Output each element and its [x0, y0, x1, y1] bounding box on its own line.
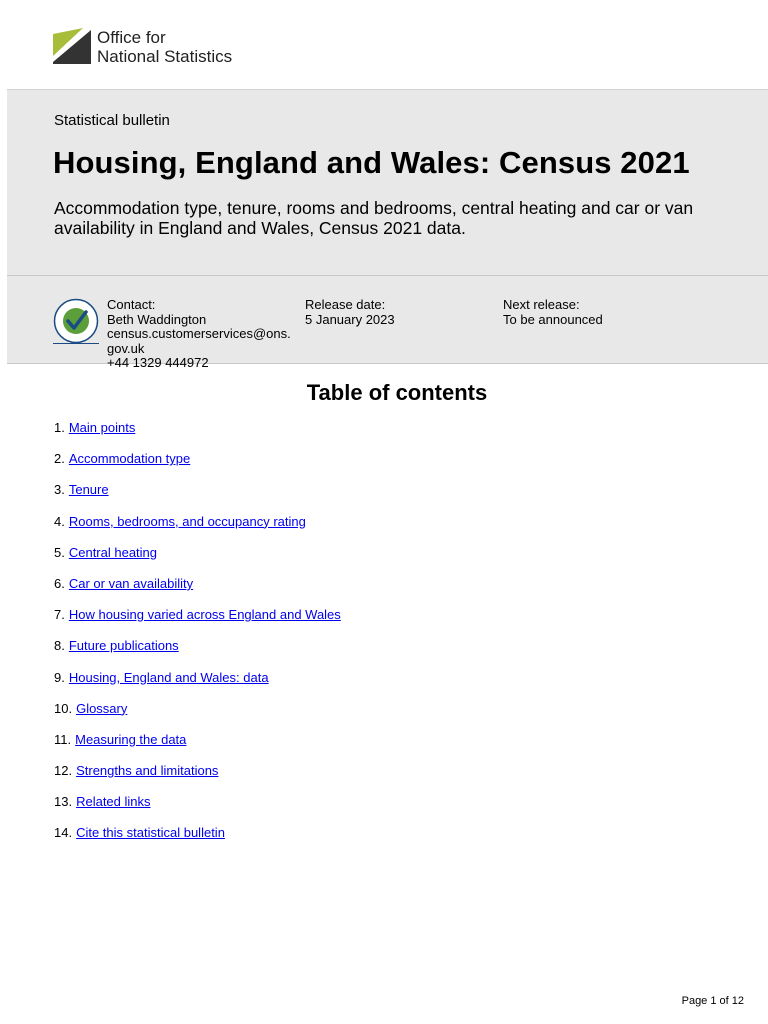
toc-item	[54, 732, 341, 763]
toc-link-car-van-availability[interactable]: Car or van availability	[68, 575, 194, 591]
toc-heading: Table of contents	[306, 380, 488, 405]
toc-item-number: 2.	[54, 451, 65, 467]
toc-link-main-points[interactable]: Main points	[68, 420, 136, 435]
toc-link-future-publications[interactable]: Future publications	[68, 638, 179, 654]
toc-item-number: 8.	[54, 638, 65, 654]
toc-item-number: 13.	[54, 794, 73, 810]
next-release-label: Next release:	[503, 297, 580, 312]
toc-item	[54, 638, 341, 669]
contact-name: Beth Waddington	[107, 311, 207, 327]
toc-item-number: 7.	[54, 607, 65, 623]
logo-line-2: National Statistics	[97, 47, 233, 66]
contact-info	[107, 298, 297, 371]
toc-item	[54, 670, 341, 701]
toc-link-glossary[interactable]: Glossary	[76, 700, 128, 716]
page-subtitle: Accommodation type, tenure, rooms and bedrooms, central heating and car or van availability in England and Wales, Census 2021 data.	[54, 198, 694, 238]
toc-item	[54, 825, 341, 856]
release-date-info	[305, 298, 395, 327]
toc-item-number: 11.	[54, 731, 72, 747]
contact-email-continued[interactable]: gov.uk	[107, 340, 145, 356]
logo-line-1: Office for	[97, 28, 166, 47]
toc-item-number: 14.	[54, 825, 73, 841]
toc-item-number: 3.	[54, 482, 65, 498]
hero-band	[7, 89, 768, 275]
toc-link-central-heating[interactable]: Central heating	[68, 544, 158, 560]
toc-link-strengths-limitations[interactable]: Strengths and limitations	[76, 763, 219, 779]
next-release-value: To be announced	[503, 311, 603, 327]
page-title: Housing, England and Wales: Census 2021	[53, 145, 690, 180]
meta-band	[7, 275, 768, 370]
toc-item-number: 10.	[54, 700, 73, 716]
toc-item-number: 12.	[54, 763, 73, 779]
toc-item	[54, 794, 341, 825]
toc-link-related-links[interactable]: Related links	[76, 794, 151, 810]
toc-item	[54, 451, 341, 482]
toc-item	[54, 701, 341, 732]
toc-item-number: 5.	[54, 544, 65, 560]
release-date-value: 5 January 2023	[305, 311, 395, 327]
toc-item	[54, 420, 341, 451]
toc-link-rooms-bedrooms[interactable]: Rooms, bedrooms, and occupancy rating	[68, 513, 306, 529]
contact-email[interactable]: census.customerservices@ons.	[107, 326, 291, 341]
toc-item-number: 1.	[54, 420, 65, 435]
toc-item	[54, 514, 341, 545]
toc-link-accommodation-type[interactable]: Accommodation type	[68, 451, 191, 467]
table-of-contents	[54, 420, 341, 857]
ons-logo-icon	[53, 28, 91, 66]
toc-item	[54, 482, 341, 513]
toc-link-cite[interactable]: Cite this statistical bulletin	[76, 825, 225, 841]
logo-wordmark	[97, 28, 232, 66]
national-statistics-badge-icon[interactable]	[53, 298, 99, 344]
toc-link-housing-variation[interactable]: How housing varied across England and Wales	[68, 607, 341, 623]
document-type: Statistical bulletin	[54, 112, 170, 129]
ons-logo[interactable]	[53, 28, 232, 66]
toc-item-number: 9.	[54, 669, 65, 685]
toc-link-measuring-data[interactable]: Measuring the data	[75, 731, 187, 747]
toc-item	[54, 576, 341, 607]
toc-link-tenure[interactable]: Tenure	[68, 482, 109, 498]
toc-item-number: 6.	[54, 575, 65, 591]
release-date-label: Release date:	[305, 297, 386, 312]
page-number: Page 1 of 12	[681, 995, 744, 1007]
toc-item	[54, 545, 341, 576]
toc-item	[54, 763, 341, 794]
contact-label: Contact:	[107, 297, 156, 312]
toc-item	[54, 607, 341, 638]
next-release-info	[503, 298, 603, 327]
toc-item-number: 4.	[54, 513, 65, 529]
contact-phone: +44 1329 444972	[107, 355, 209, 370]
toc-link-data[interactable]: Housing, England and Wales: data	[68, 669, 269, 685]
